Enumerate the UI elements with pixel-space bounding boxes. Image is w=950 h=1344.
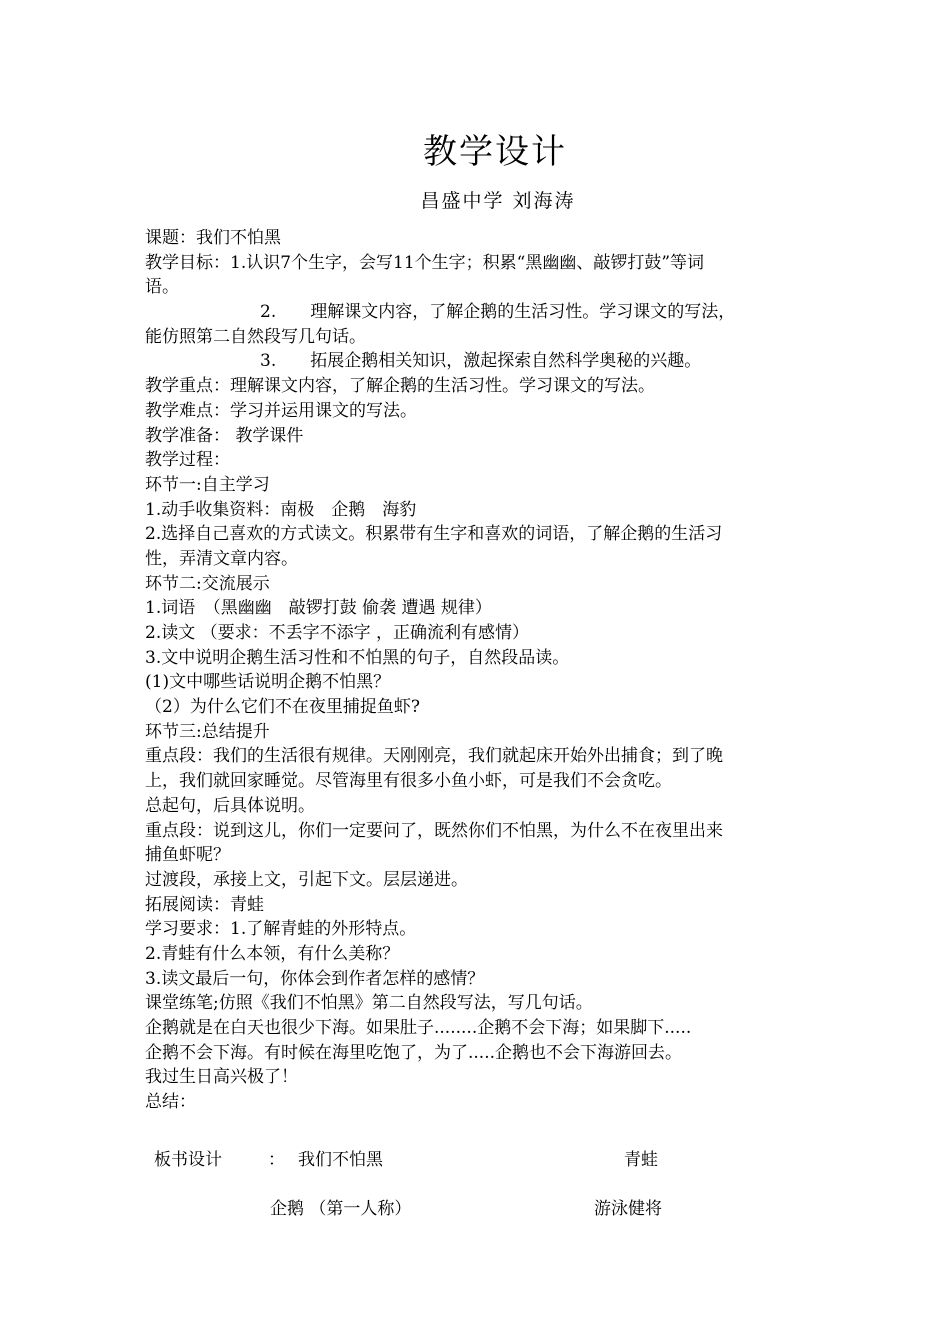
- body-line: 环节一:自主学习: [145, 474, 270, 495]
- body-line: 3.读文最后一句，你体会到作者怎样的感情？: [145, 968, 485, 989]
- body-line: 环节三:总结提升: [145, 721, 270, 742]
- board-right-title: 青蛙: [624, 1150, 658, 1170]
- document-title: 教学设计: [423, 132, 567, 172]
- body-line: 学习要求：1.了解青蛙的外形特点。: [145, 919, 417, 940]
- body-line: 重点段：我们的生活很有规律。天刚刚亮，我们就起床开始外出捕食；到了晚: [145, 746, 723, 767]
- board-right-item: 游泳健将: [594, 1199, 662, 1219]
- body-line: 捕鱼虾呢？: [145, 845, 230, 866]
- body-line: 教学目标：1.认识7个生字，会写11个生字；积累“黑幽幽、敲锣打鼓”等词: [145, 252, 705, 273]
- body-line: 总起句，后具体说明。: [145, 795, 315, 816]
- body-line: 语。: [145, 277, 179, 298]
- body-line: 能仿照第二自然段写几句话。: [145, 326, 366, 347]
- document-author: 昌盛中学 刘海涛: [420, 190, 576, 212]
- body-line: 2.读文 （要求：不丢字不添字 ，正确流利有感情）: [145, 623, 530, 643]
- board-left-item: 企鹅 （第一人称）: [270, 1199, 412, 1219]
- body-line: 课堂练笔;仿照《我们不怕黑》第二自然段写法，写几句话。: [145, 993, 593, 1014]
- body-line: 教学过程：: [145, 450, 230, 471]
- board-design-colon: ：: [268, 1150, 285, 1170]
- body-line: （2）为什么它们不在夜里捕捉鱼虾?: [145, 697, 420, 718]
- body-line: 1.词语 （黑幽幽 敲锣打鼓 偷袭 遭遇 规律）: [145, 598, 492, 619]
- body-line: 性，弄清文章内容。: [145, 548, 298, 569]
- body-line: 3.文中说明企鹅生活习性和不怕黑的句子，自然段品读。: [145, 647, 570, 668]
- body-line: 企鹅就是在白天也很少下海。如果肚子........企鹅不会下海；如果脚下.....: [145, 1018, 692, 1038]
- body-line: 教学重点：理解课文内容，了解企鹅的生活习性。学习课文的写法。: [145, 376, 655, 397]
- body-line: 2.青蛙有什么本领，有什么美称？: [145, 943, 400, 964]
- body-line: 课题：我们不怕黑: [145, 228, 281, 248]
- body-line: 拓展阅读：青蛙: [145, 894, 264, 915]
- body-line: 重点段：说到这儿，你们一定要问了，既然你们不怕黑，为什么不在夜里出来: [145, 820, 723, 841]
- body-line: 环节二:交流展示: [145, 573, 270, 594]
- body-line: 教学难点：学习并运用课文的写法。: [145, 400, 417, 421]
- body-line: 2. 理解课文内容，了解企鹅的生活习性。学习课文的写法，: [260, 302, 736, 323]
- body-line: 总结：: [145, 1092, 196, 1113]
- body-line: 我过生日高兴极了！: [145, 1067, 298, 1088]
- body-line: 上，我们就回家睡觉。尽管海里有很多小鱼小虾，可是我们不会贪吃。: [145, 771, 672, 792]
- body-line: 2.选择自己喜欢的方式读文。积累带有生字和喜欢的词语，了解企鹅的生活习: [145, 524, 723, 545]
- body-line: (1)文中哪些话说明企鹅不怕黑？: [145, 672, 391, 693]
- document-body: [145, 226, 813, 1115]
- body-line: 教学准备： 教学课件: [145, 425, 304, 446]
- body-line: 企鹅不会下海。有时候在海里吃饱了，为了.....企鹅也不会下海游回去。: [145, 1042, 683, 1063]
- board-design-label: 板书设计: [154, 1150, 222, 1170]
- body-line: 3. 拓展企鹅相关知识，激起探索自然科学奥秘的兴趣。: [260, 351, 702, 372]
- body-line: 1.动手收集资料：南极 企鹅 海豹: [145, 499, 417, 520]
- board-left-title: 我们不怕黑: [298, 1150, 383, 1170]
- body-line: 过渡段，承接上文，引起下文。层层递进。: [145, 869, 468, 890]
